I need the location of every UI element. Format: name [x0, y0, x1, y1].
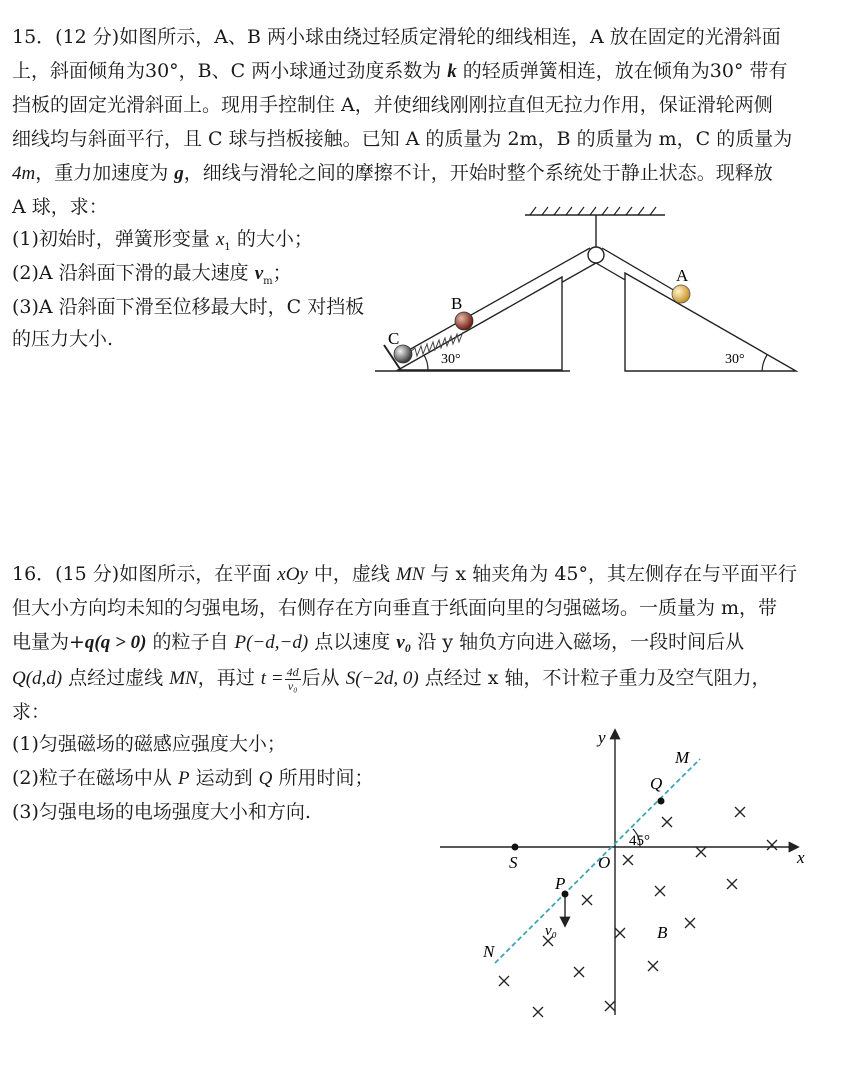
label-v0: v₀ — [545, 923, 557, 939]
q16-line-5: 求： — [12, 701, 51, 723]
label-q: Q — [650, 774, 663, 793]
q16-line-4: Q(d,d) 点经过虚线 MN，再过 t = $\frac{4d}{\text{v₀}}$ 后从 S(−2d, 0) 点经过 x 轴，不计粒子重力及空气阻力， — [12, 664, 771, 693]
q15-line-1: 15．(12 分)如图所示，A、B 两小球由绕过轻质定滑轮的细线相连，A 放在固定的光滑斜面 — [12, 26, 781, 48]
q16-subq-2: (2)粒子在磁场中从 P 运动到 Q 所用时间； — [12, 767, 374, 789]
q15-subq-3a: (3)A 沿斜面下滑至位移最大时，C 对挡板 — [12, 296, 365, 318]
q15-line-6: A 球，求： — [12, 196, 108, 218]
q15-subq-1: (1)初始时，弹簧形变量 $x_1$ 的大小； — [12, 228, 313, 253]
angle-right-label: 30° — [725, 352, 745, 367]
left-incline — [398, 277, 562, 370]
label-a: A — [676, 266, 689, 285]
q15-line-3: 挡板的固定光滑斜面上。现用手控制住 A，并使细线刚刚拉直但无拉力作用，保证滑轮两侧 — [12, 94, 773, 116]
q16-line-2: 但大小方向均未知的匀强电场，右侧存在方向垂直于纸面向里的匀强磁场。一质量为 m，带 — [12, 597, 778, 619]
time-fraction: $\frac{4d}{\text{v₀}}$ — [286, 664, 299, 693]
label-m: M — [675, 748, 690, 767]
ball-a — [672, 285, 690, 303]
q16-field-figure — [435, 725, 815, 1025]
label-c: C — [388, 329, 400, 348]
right-incline — [625, 273, 796, 371]
q16-line-1: 16．(15 分)如图所示，在平面 xOy 中，虚线 MN 与 x 轴夹角为 45°，其左侧存在与平面平行 — [12, 563, 798, 585]
q16-subq-3: (3)匀强电场的电场强度大小和方向. — [12, 801, 311, 823]
q16-line-3: 电量为+q(q > 0) 的粒子自 P(−d,−d) 点以速度 v₀ 沿 y 轴负方向进入磁场，一段时间后从 — [12, 631, 745, 653]
ball-b — [455, 312, 473, 330]
q15-subq-2: (2)A 沿斜面下滑的最大速度 $v_m$； — [12, 262, 292, 287]
y-axis-label: y — [598, 728, 606, 747]
q15-line-5: 4m，重力加速度为 g，细线与滑轮之间的摩擦不计，开始时整个系统处于静止状态。现释放 — [12, 162, 773, 184]
angle-left-label: 30° — [441, 352, 461, 367]
ceiling-hatch — [530, 207, 656, 215]
x-axis-label: x — [797, 848, 805, 867]
point-s — [512, 844, 519, 851]
label-s: S — [509, 853, 518, 872]
q15-incline-figure — [370, 205, 810, 380]
spring-constant-symbol: k — [447, 61, 457, 82]
pulley — [588, 247, 604, 263]
label-n: N — [483, 942, 495, 961]
label-o: O — [598, 853, 611, 872]
q15-subq-3b: 的压力大小. — [12, 328, 114, 350]
q16-subq-1: (1)匀强磁场的磁感应强度大小； — [12, 733, 286, 755]
angle-45-label: 45° — [629, 833, 650, 849]
label-p: P — [555, 874, 566, 893]
label-b-field: B — [657, 923, 668, 942]
q15-line-4: 细线均与斜面平行，且 C 球与挡板接触。已知 A 的质量为 2m，B 的质量为 m，C 的质量为 — [12, 128, 793, 150]
point-q — [658, 798, 665, 805]
label-b: B — [451, 294, 463, 313]
q15-line-2: 上，斜面倾角为30°，B、C 两小球通过劲度系数为 k 的轻质弹簧相连，放在倾角为30° 带有 — [12, 60, 788, 82]
